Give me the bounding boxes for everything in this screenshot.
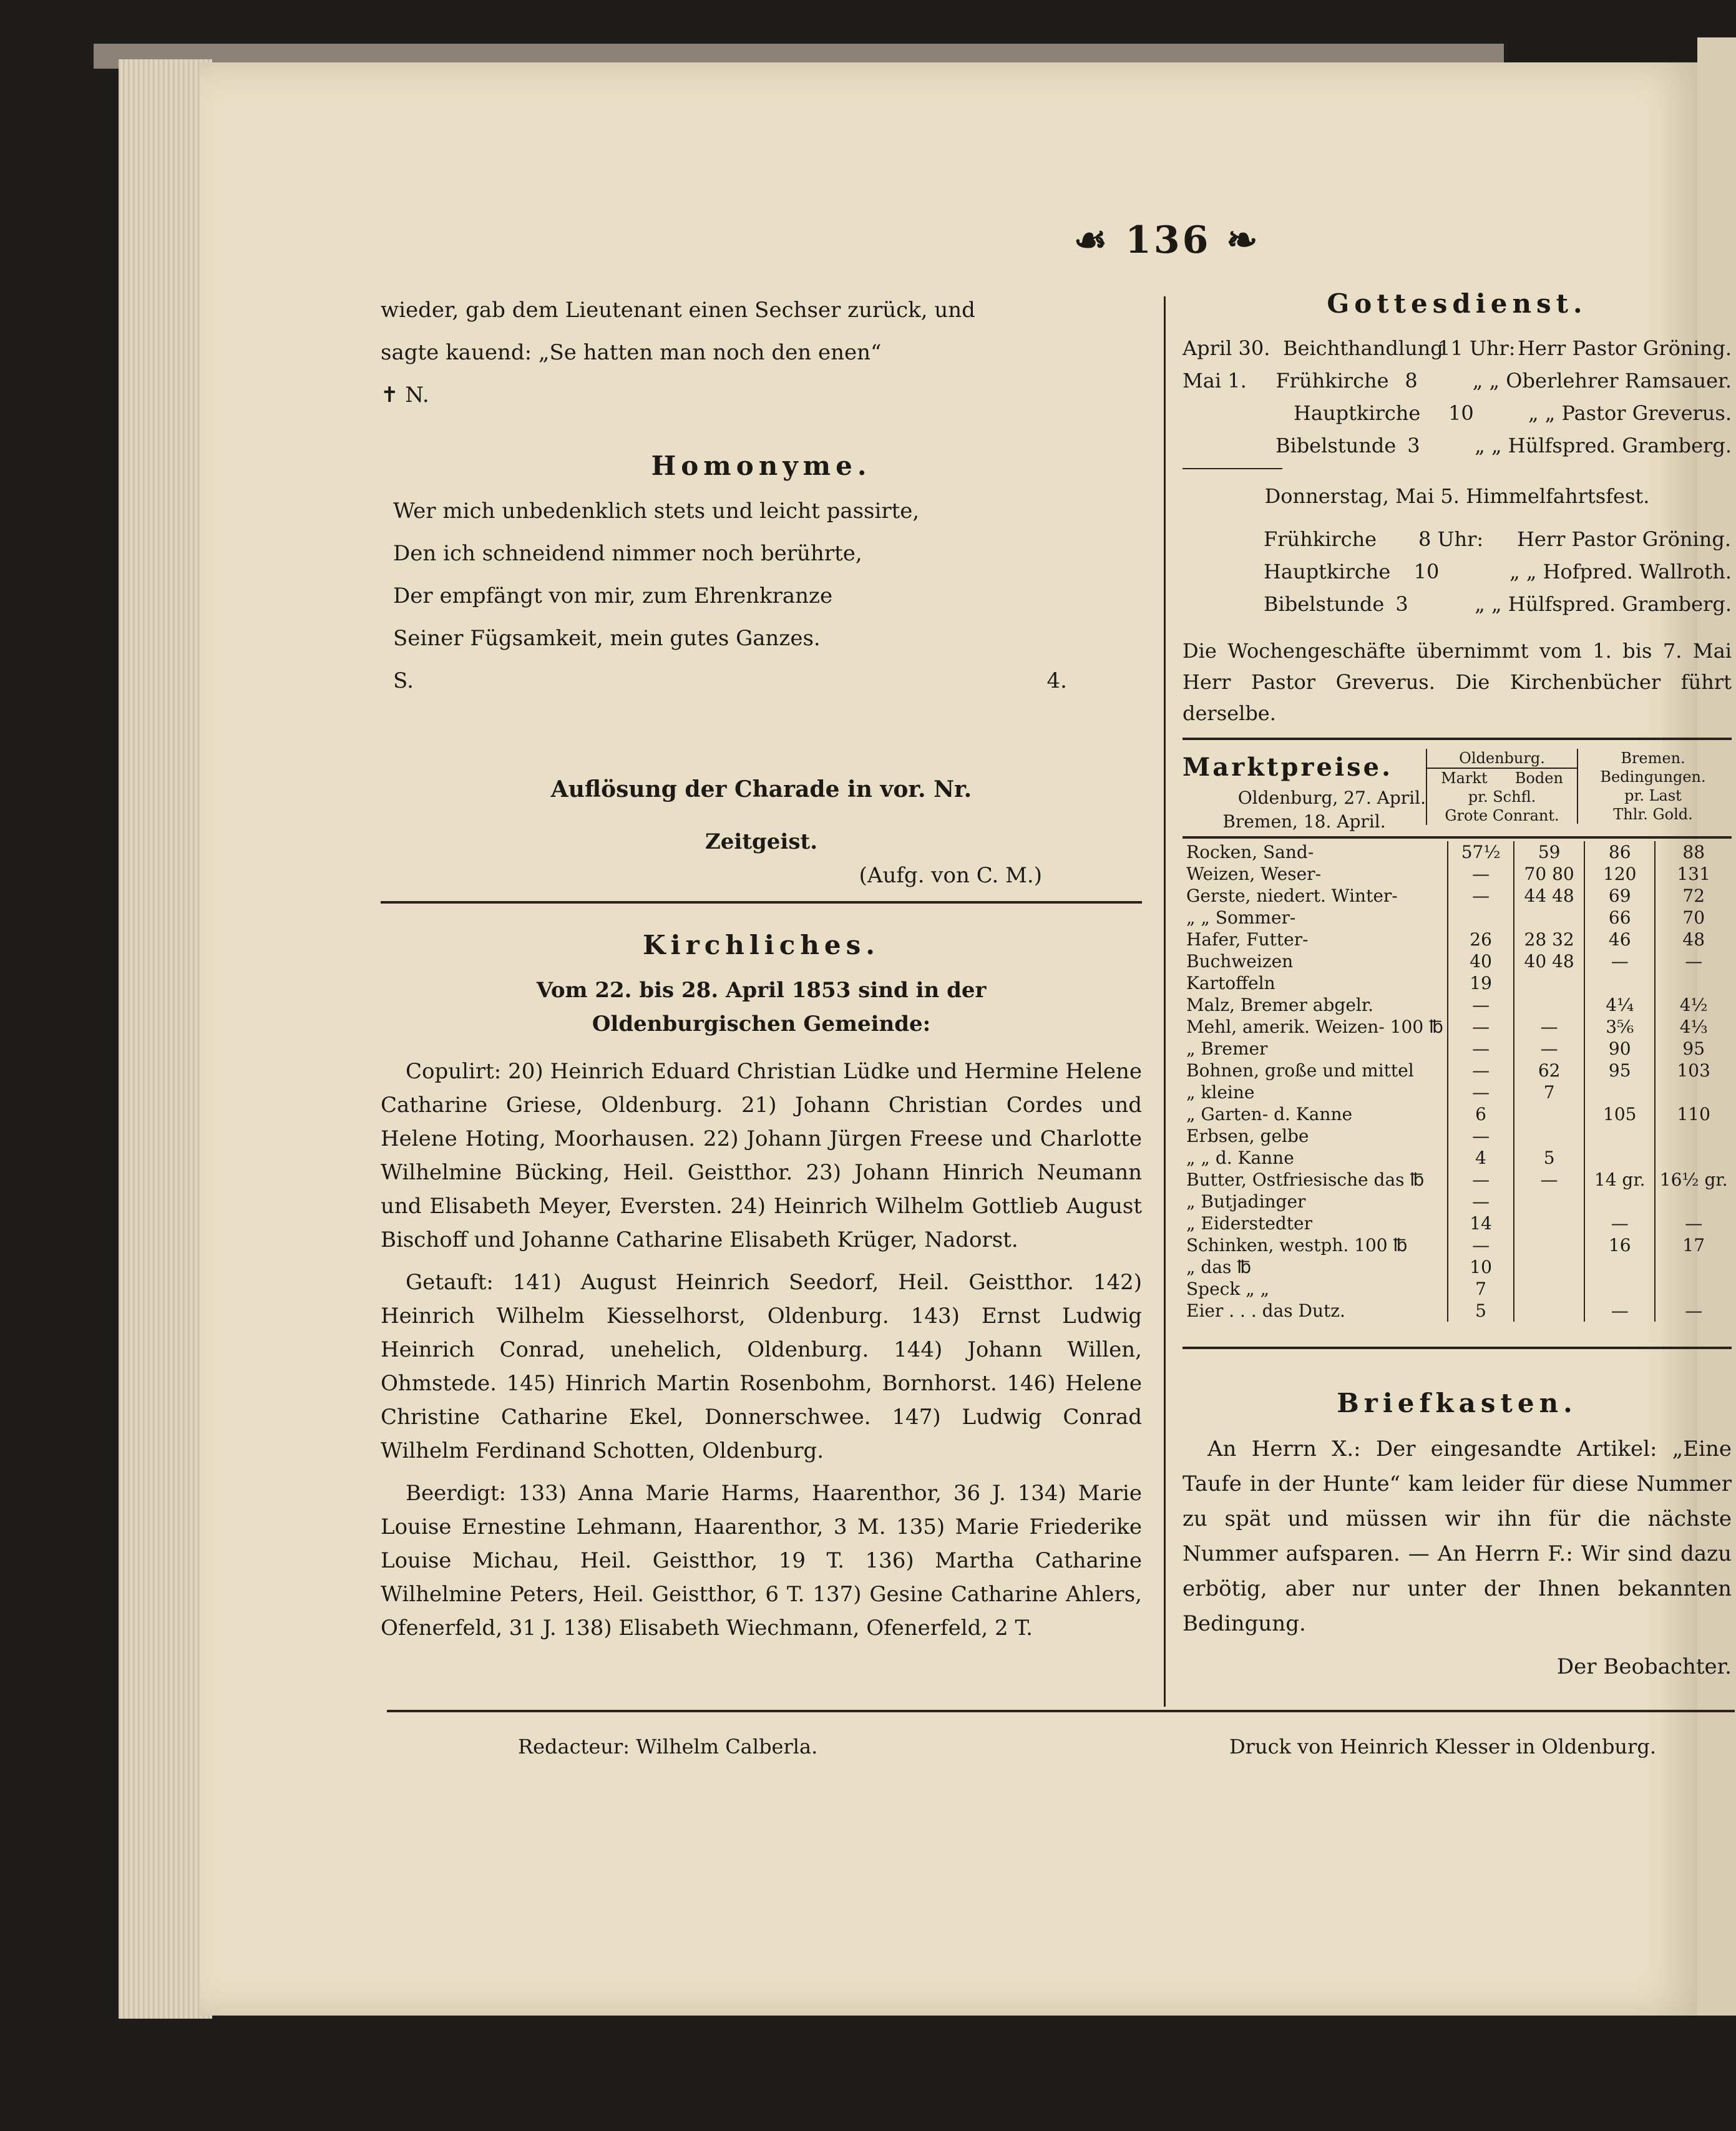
services-list: [1183, 332, 1732, 462]
poem-sign-right: 4.: [1046, 668, 1067, 693]
market-row-label: Rocken, Sand-: [1186, 842, 1314, 862]
newspaper-page: [200, 62, 1732, 2016]
market-row-value: [1584, 972, 1655, 994]
gottesdienst-title: Gottesdienst.: [1327, 288, 1587, 319]
market-row: [1183, 1234, 1732, 1256]
market-row-value: 70: [1655, 907, 1732, 929]
market-row-label: Erbsen, gelbe: [1186, 1126, 1309, 1146]
head-thlr-gold: Thlr. Gold.: [1613, 806, 1693, 823]
footer-editor: Redacteur: Wilhelm Calberla.: [518, 1735, 818, 1758]
service-name: Beichthandlung: [1282, 336, 1443, 360]
service-row: [1183, 429, 1732, 462]
market-row-value: 95: [1655, 1038, 1732, 1060]
poem-line: Wer mich unbedenklich stets und leicht passirte,: [393, 499, 920, 524]
market-row: [1183, 1038, 1732, 1060]
market-row-value: 10: [1448, 1256, 1514, 1278]
market-row-label: Bohnen, große und mittel: [1186, 1060, 1414, 1081]
divider: [1183, 738, 1732, 740]
market-row: [1183, 1191, 1732, 1212]
footer-printer: Druck von Heinrich Klesser in Oldenburg.: [1229, 1735, 1656, 1758]
market-row: [1183, 907, 1732, 929]
market-row-value: —: [1584, 1212, 1655, 1234]
page-number: [1042, 218, 1292, 262]
market-row-value: —: [1584, 950, 1655, 972]
briefkasten-title: Briefkasten.: [1337, 1388, 1578, 1418]
market-row-value: [1514, 972, 1584, 994]
market-row-value: —: [1584, 1300, 1655, 1322]
market-row-value: 66: [1584, 907, 1655, 929]
market-row-value: 103: [1655, 1060, 1732, 1081]
market-row-label: „ Eiderstedter: [1186, 1213, 1313, 1234]
market-row-value: —: [1655, 950, 1732, 972]
head-markt-boden: [1427, 768, 1577, 788]
market-row-value: —: [1448, 1060, 1514, 1081]
intro-line: sagte kauend: „Se hatten man noch den enen“: [381, 340, 882, 365]
market-row-value: 7: [1448, 1278, 1514, 1300]
market-row-value: [1514, 1103, 1584, 1125]
poem-line: Den ich schneidend nimmer noch berührte,: [393, 541, 862, 566]
market-date: Bremen, 18. April.: [1222, 811, 1386, 832]
service-person: Herr Pastor Gröning.: [1517, 527, 1732, 551]
market-row-value: —: [1514, 1169, 1584, 1191]
market-row-value: —: [1655, 1300, 1732, 1322]
weekly-note: Die Wochengeschäfte übernimmt vom 1. bis 7. Mai Herr Pastor Greverus. Die Kirchenbücher führt derselbe.: [1183, 639, 1732, 725]
market-row-value: [1655, 1081, 1732, 1103]
services-list-2: [1183, 523, 1732, 620]
market-title-block: [1183, 749, 1426, 834]
market-row-value: —: [1514, 1016, 1584, 1038]
market-row-value: [1448, 907, 1514, 929]
market-row-value: 46: [1584, 929, 1655, 950]
market-row: [1183, 1169, 1732, 1191]
head-pr-schfl: pr. Schfl.: [1468, 788, 1536, 806]
market-row-value: [1514, 1191, 1584, 1212]
service-row: [1183, 364, 1732, 397]
market-date: Oldenburg, 27. April.: [1237, 788, 1426, 808]
head-bremen: Bremen. Bedingungen.: [1600, 749, 1706, 786]
market-head-bremen: [1577, 749, 1728, 824]
market-row-value: 16: [1584, 1234, 1655, 1256]
market-row-value: —: [1514, 1038, 1584, 1060]
market-row-label: Malz, Bremer abgelr.: [1186, 995, 1374, 1015]
poem-sign: [381, 664, 1142, 698]
market-row: [1183, 841, 1732, 863]
market-row-value: —: [1448, 994, 1514, 1016]
market-row-value: [1514, 1234, 1584, 1256]
service-row: [1264, 523, 1732, 555]
market-row-value: 59: [1514, 841, 1584, 863]
page-number-text: 136: [1125, 218, 1211, 262]
service-time: 10: [1413, 560, 1440, 583]
homonym-title: Homonyme.: [651, 451, 872, 481]
charade-title: Auflösung der Charade in vor. Nr.: [550, 776, 972, 802]
market-row-value: 3⅚: [1584, 1016, 1655, 1038]
column-divider: [1164, 296, 1166, 1707]
market-row-value: 57½: [1448, 841, 1514, 863]
short-rule: [1183, 468, 1282, 469]
market-row: [1183, 863, 1732, 885]
service-date: [1183, 429, 1264, 462]
market-row-value: 4⅓: [1655, 1016, 1732, 1038]
market-row: [1183, 1081, 1732, 1103]
church-sub-line: Oldenburgischen Gemeinde:: [592, 1012, 931, 1036]
market-table: [1183, 841, 1732, 1322]
poem-sign-left: S.: [393, 668, 414, 693]
market-row-label: „ Bremer: [1186, 1038, 1268, 1059]
market-row-value: [1584, 1278, 1655, 1300]
market-row-label: „ Butjadinger: [1186, 1191, 1306, 1212]
service-name: Frühkirche: [1264, 527, 1377, 551]
market-row: [1183, 1060, 1732, 1081]
right-column: [1183, 287, 1732, 1684]
intro-sign: ✝ N.: [381, 383, 429, 407]
service-row: [1183, 332, 1732, 364]
market-row: [1183, 1147, 1732, 1169]
head-oldenburg: Oldenburg.: [1459, 749, 1545, 767]
market-row-value: 28 32: [1514, 929, 1584, 950]
market-row-label: Eier . . . das Dutz.: [1186, 1300, 1345, 1321]
beerdigt-paragraph: Beerdigt: 133) Anna Marie Harms, Haarenthor, 36 J. 134) Marie Louise Ernestine Lehmann, Haarenthor, 3 M. 135) Marie Friederike Louise Michau, Heil. Geistthor, 19 T. 136) Martha Catharine Wilhelmine Peters, Heil. Geistthor, 6 T. 137) Gesine Catharine Ahlers, Ofenerfeld, 31 J. 138) Elisabeth Wiechmann, Ofenerfeld, 2 T.: [381, 1481, 1142, 1641]
market-row-value: 105: [1584, 1103, 1655, 1125]
market-row-value: [1655, 1147, 1732, 1169]
service-name: Hauptkirche: [1264, 560, 1391, 583]
market-row-value: 69: [1584, 885, 1655, 907]
page-stack-edge: [119, 59, 212, 2019]
church-sub-line: Vom 22. bis 28. April 1853 sind in der: [536, 978, 987, 1003]
market-row-label: Schinken, westph. 100 ℔: [1186, 1235, 1408, 1256]
market-row-value: 70 80: [1514, 863, 1584, 885]
service-time: 8 Uhr:: [1418, 527, 1484, 551]
market-row-value: 7: [1514, 1081, 1584, 1103]
left-column: [381, 293, 1142, 1654]
service-person: „ „ Pastor Greverus.: [1528, 401, 1732, 425]
market-row-value: —: [1448, 1191, 1514, 1212]
market-row-value: —: [1448, 1038, 1514, 1060]
charade-sign: (Aufg. von C. M.): [859, 863, 1042, 888]
divider: [381, 901, 1142, 904]
market-row-label: „ „ Sommer-: [1186, 907, 1296, 928]
service-date: April 30.: [1183, 336, 1270, 360]
market-title: Marktpreise.: [1183, 753, 1393, 782]
thursday-line: Donnerstag, Mai 5. Himmelfahrtsfest.: [1264, 484, 1650, 508]
market-row-value: [1655, 1256, 1732, 1278]
poem-line: Der empfängt von mir, zum Ehrenkranze: [393, 583, 833, 608]
charade-answer: Zeitgeist.: [705, 829, 818, 854]
market-table-body: [1183, 841, 1732, 1322]
head-markt: Markt: [1441, 769, 1488, 787]
market-row-label: Buchweizen: [1186, 951, 1294, 972]
service-time: 10: [1448, 401, 1474, 425]
market-row-value: [1514, 1125, 1584, 1147]
market-row-value: [1655, 972, 1732, 994]
service-time: 8: [1405, 369, 1418, 393]
service-date: [1183, 397, 1282, 429]
market-row-value: —: [1448, 863, 1514, 885]
market-row-value: 17: [1655, 1234, 1732, 1256]
head-grote-conrant: Grote Conrant.: [1445, 807, 1559, 824]
service-time: 3: [1407, 434, 1420, 457]
market-row: [1183, 1103, 1732, 1125]
copulirt-paragraph: Copulirt: 20) Heinrich Eduard Christian Lüdke und Hermine Helene Catharine Griese, Oldenburg. 21) Johann Christian Cordes und Helene Hoting, Moorhausen. 22) Johann Jürgen Freese und Charlotte Wilhelmine Bücking, Heil. Geistthor. 23) Johann Hinrich Neumann und Elisabeth Meyer, Eversten. 24) Heinrich Wilhelm Gottlieb August Bischoff und Johanne Catharine Elisabeth Krüger, Nadorst.: [381, 1059, 1142, 1252]
market-row: [1183, 1016, 1732, 1038]
market-row: [1183, 929, 1732, 950]
market-row-value: 110: [1655, 1103, 1732, 1125]
service-time: 11 Uhr:: [1437, 336, 1516, 360]
market-row-label: Weizen, Weser-: [1186, 864, 1322, 884]
market-row-value: 6: [1448, 1103, 1514, 1125]
service-time: 3: [1395, 592, 1408, 616]
market-row-value: 95: [1584, 1060, 1655, 1081]
market-row-value: [1584, 1191, 1655, 1212]
market-row-value: —: [1448, 1234, 1514, 1256]
market-row-label: „ kleine: [1186, 1082, 1255, 1103]
market-row-value: [1514, 1300, 1584, 1322]
footer-rule: [387, 1710, 1735, 1712]
market-row: [1183, 950, 1732, 972]
market-row-value: 40: [1448, 950, 1514, 972]
service-row: [1264, 555, 1732, 588]
market-header: [1183, 749, 1732, 834]
service-name: Frühkirche: [1275, 369, 1389, 393]
divider: [1183, 1347, 1732, 1349]
market-row-label: Gerste, niedert. Winter-: [1186, 885, 1398, 906]
market-row-value: [1514, 994, 1584, 1016]
service-person: „ „ Hülfspred. Gramberg.: [1475, 434, 1732, 457]
market-row-value: 4: [1448, 1147, 1514, 1169]
market-row: [1183, 1256, 1732, 1278]
market-row-value: 120: [1584, 863, 1655, 885]
market-row-value: 131: [1655, 863, 1732, 885]
market-row: [1183, 1212, 1732, 1234]
service-name: Bibelstunde: [1275, 434, 1397, 457]
service-person: „ „ Hofpred. Wallroth.: [1509, 560, 1732, 583]
intro-line: wieder, gab dem Lieutenant einen Sechser zurück, und: [381, 298, 975, 323]
briefkasten-sign: Der Beobachter.: [1556, 1654, 1732, 1679]
market-row-value: 40 48: [1514, 950, 1584, 972]
market-row-label: „ Garten- d. Kanne: [1186, 1104, 1353, 1124]
market-row-value: —: [1448, 1081, 1514, 1103]
market-row-value: [1584, 1147, 1655, 1169]
poem: [381, 494, 1142, 655]
service-row: [1264, 588, 1732, 620]
market-row-value: [1655, 1278, 1732, 1300]
market-row-value: [1514, 907, 1584, 929]
market-row-value: 26: [1448, 929, 1514, 950]
market-row-label: Kartoffeln: [1186, 973, 1275, 993]
ornament-left-icon: ☙: [1073, 218, 1126, 262]
service-person: „ „ Oberlehrer Ramsauer.: [1472, 369, 1732, 393]
market-row-value: —: [1448, 1169, 1514, 1191]
market-row-value: 14 gr.: [1584, 1169, 1655, 1191]
market-row-value: 44 48: [1514, 885, 1584, 907]
poem-line: Seiner Fügsamkeit, mein gutes Ganzes.: [393, 626, 821, 651]
market-row: [1183, 885, 1732, 907]
market-row-value: 88: [1655, 841, 1732, 863]
service-date: Mai 1.: [1183, 369, 1247, 393]
market-row-value: 4½: [1655, 994, 1732, 1016]
market-row-value: [1655, 1125, 1732, 1147]
market-row-label: Butter, Ostfriesische das ℔: [1186, 1169, 1425, 1190]
market-row-label: Mehl, amerik. Weizen- 100 ℔: [1186, 1017, 1443, 1037]
head-pr-last: pr. Last: [1624, 787, 1682, 804]
market-row-value: —: [1655, 1212, 1732, 1234]
service-name: Hauptkirche: [1294, 401, 1421, 425]
market-row-value: —: [1448, 885, 1514, 907]
getauft-paragraph: Getauft: 141) August Heinrich Seedorf, Heil. Geistthor. 142) Heinrich Wilhelm Kiesselhorst, Oldenburg. 143) Ernst Ludwig Heinrich Conrad, unehelich, Oldenburg. 144) Johann Willen, Ohmstede. 145) Hinrich Martin Rosenbohm, Bornhorst. 146) Helene Christine Catharine Ekel, Donnerschwee. 147) Ludwig Conrad Wilhelm Ferdinand Schotten, Oldenburg.: [381, 1270, 1142, 1463]
market-row-label: „ „ d. Kanne: [1186, 1148, 1294, 1168]
market-row-label: Speck „ „: [1186, 1279, 1270, 1299]
market-row-value: 5: [1448, 1300, 1514, 1322]
head-boden: Boden: [1514, 769, 1563, 787]
market-row: [1183, 1278, 1732, 1300]
market-row-value: —: [1448, 1125, 1514, 1147]
market-row: [1183, 1125, 1732, 1147]
market-row-value: [1655, 1191, 1732, 1212]
market-row-label: „ das ℔: [1186, 1257, 1252, 1277]
market-row-value: [1584, 1125, 1655, 1147]
market-row: [1183, 972, 1732, 994]
market-row-value: [1514, 1212, 1584, 1234]
ornament-right-icon: ❧: [1211, 218, 1261, 262]
market-row-value: [1584, 1256, 1655, 1278]
church-sub: [381, 973, 1142, 1041]
market-row-value: 62: [1514, 1060, 1584, 1081]
service-person: „ „ Hülfspred. Gramberg.: [1475, 592, 1732, 616]
market-row-value: [1514, 1256, 1584, 1278]
service-person: Herr Pastor Gröning.: [1517, 336, 1732, 360]
market-row-value: 4¼: [1584, 994, 1655, 1016]
service-row: [1183, 397, 1732, 429]
market-row-value: —: [1448, 1016, 1514, 1038]
church-title: Kirchliches.: [643, 930, 880, 960]
service-name: Bibelstunde: [1264, 592, 1385, 616]
market-row-value: 86: [1584, 841, 1655, 863]
divider: [1183, 836, 1732, 839]
market-row-label: Hafer, Futter-: [1186, 929, 1309, 950]
market-row-value: 90: [1584, 1038, 1655, 1060]
market-row-value: 19: [1448, 972, 1514, 994]
market-row-value: 16½ gr.: [1655, 1169, 1732, 1191]
market-row-value: [1584, 1081, 1655, 1103]
briefkasten-text: An Herrn X.: Der eingesandte Artikel: „Eine Taufe in der Hunte“ kam leider für diese Nummer zu spät und müssen wir ihn für die nächste Nummer aufsparen. — An Herrn F.: Wir sind dazu erbötig, aber nur unter der Ihnen bekannten Bedingung.: [1183, 1436, 1732, 1636]
market-row-value: 48: [1655, 929, 1732, 950]
market-row: [1183, 1300, 1732, 1322]
market-row-value: 14: [1448, 1212, 1514, 1234]
market-row-value: 72: [1655, 885, 1732, 907]
market-row: [1183, 994, 1732, 1016]
market-row-value: [1514, 1278, 1584, 1300]
market-head-oldenburg: [1426, 749, 1577, 825]
market-row-value: 5: [1514, 1147, 1584, 1169]
